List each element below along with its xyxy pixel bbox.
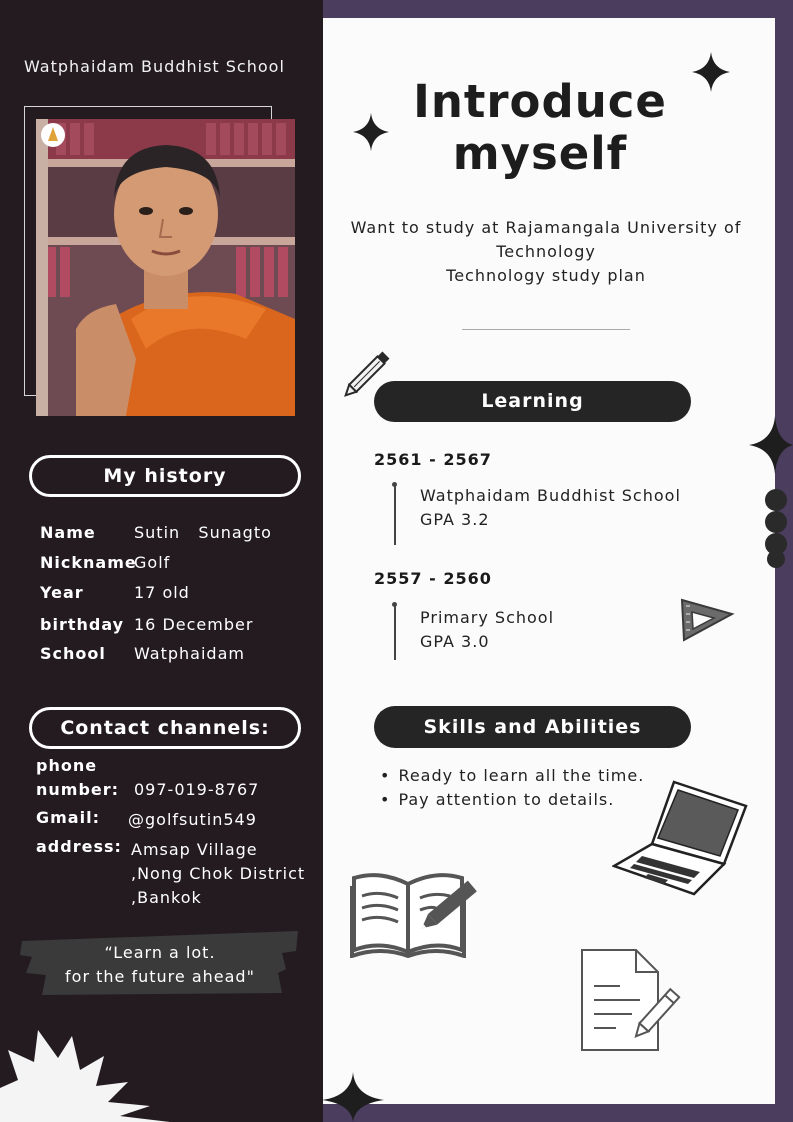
divider <box>462 329 630 330</box>
sparkle-icon <box>749 416 793 474</box>
info-key: birthday <box>40 615 125 634</box>
timeline-line <box>394 604 396 660</box>
info-key: Year <box>40 583 84 602</box>
list-item: • Pay attention to details. <box>380 788 644 812</box>
phone-key-line2: number: <box>36 780 120 799</box>
info-key: Nickname <box>40 553 137 572</box>
document-icon <box>576 946 684 1056</box>
subtitle-line3: Technology study plan <box>446 266 646 285</box>
learning-gpa: GPA 3.0 <box>420 632 490 651</box>
info-key: School <box>40 644 106 663</box>
learning-school: Watphaidam Buddhist School <box>420 486 681 505</box>
sunburst-icon <box>0 1010 200 1122</box>
learning-heading: Learning <box>374 381 691 422</box>
profile-photo <box>36 119 295 416</box>
ruler-triangle-icon <box>678 596 736 642</box>
info-row-school <box>40 644 245 663</box>
sparkle-icon <box>692 52 730 92</box>
skills-list <box>380 764 644 812</box>
skills-heading: Skills and Abilities <box>374 706 691 748</box>
info-value: Golf <box>134 553 171 572</box>
learning-years: 2557 - 2560 <box>374 569 492 588</box>
laptop-icon <box>612 780 748 896</box>
address-line3: ,Bankok <box>131 888 202 907</box>
gmail-key: Gmail: <box>36 808 100 827</box>
school-name-header: Watphaidam Buddhist School <box>24 57 285 76</box>
page-title <box>380 76 700 180</box>
info-value: 17 old <box>134 583 190 602</box>
info-row-birthday <box>40 615 253 634</box>
learning-gpa: GPA 3.2 <box>420 510 490 529</box>
info-value: Sutin Sunagto <box>134 523 272 542</box>
open-book-icon <box>350 866 492 958</box>
phone-key <box>36 754 119 802</box>
phone-value: 097-019-8767 <box>134 780 260 799</box>
info-value: 16 December <box>134 615 254 634</box>
contact-channels-heading: Contact channels: <box>29 707 301 749</box>
info-row-year <box>40 583 190 602</box>
info-key: Name <box>40 523 96 542</box>
info-row-nickname <box>40 553 170 572</box>
sparkle-icon <box>353 112 389 152</box>
quote-line2: for the future ahead" <box>65 967 255 986</box>
timeline-line <box>394 484 396 545</box>
subtitle-line1: Want to study at Rajamangala University of <box>350 218 742 237</box>
address-line2: ,Nong Chok District <box>131 864 306 883</box>
title-line2: myself <box>452 127 628 180</box>
quote-text <box>30 941 290 989</box>
address-value <box>131 838 305 910</box>
my-history-heading: My history <box>29 455 301 497</box>
quote-line1: “Learn a lot. <box>104 943 216 962</box>
sparkle-icon <box>322 1072 384 1122</box>
info-row-name <box>40 523 272 542</box>
edge-circles-icon <box>762 488 792 570</box>
subtitle-line2: Technology <box>496 242 596 261</box>
phone-key-line1: phone <box>36 756 98 775</box>
title-line1: Introduce <box>413 75 667 128</box>
study-plan-subtitle <box>345 216 747 288</box>
address-line1: Amsap Village <box>131 840 258 859</box>
learning-entry <box>420 484 681 532</box>
learning-school: Primary School <box>420 608 555 627</box>
info-value: Watphaidam <box>134 644 245 663</box>
list-item: • Ready to learn all the time. <box>380 764 644 788</box>
address-key: address: <box>36 837 122 856</box>
gmail-value: @golfsutin549 <box>128 810 257 829</box>
learning-years: 2561 - 2567 <box>374 450 492 469</box>
learning-entry <box>420 606 554 654</box>
